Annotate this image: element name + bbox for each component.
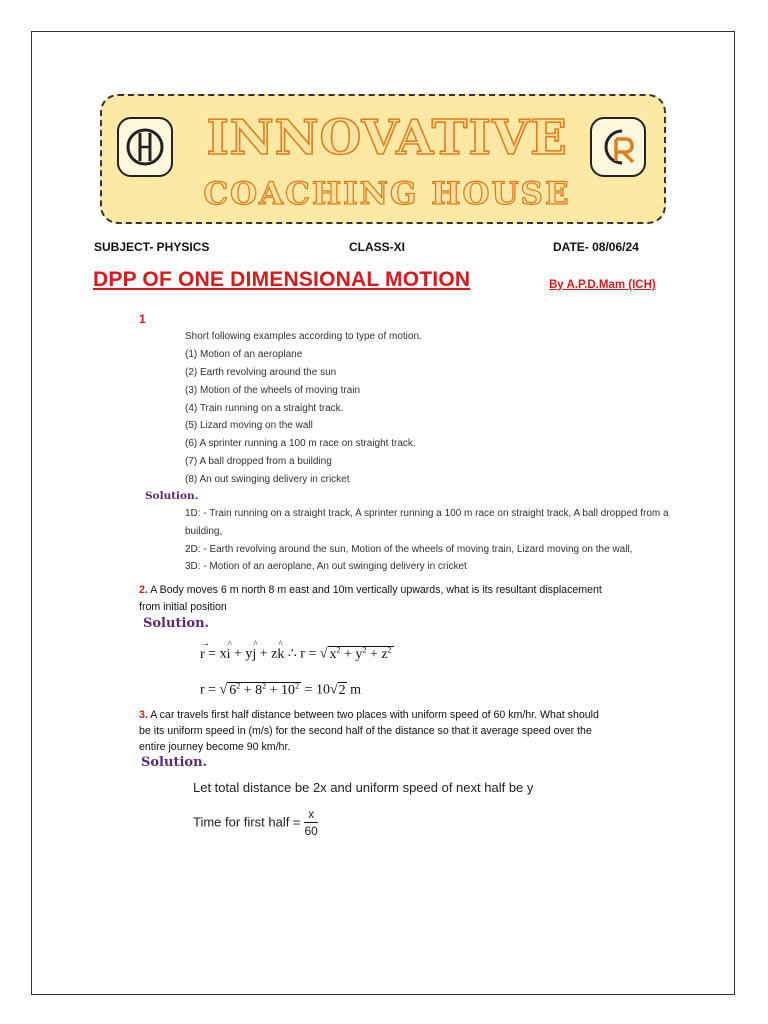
- monogram-logo-icon: [590, 117, 646, 177]
- solution-3-text: Time for first half =: [193, 814, 301, 830]
- banner-subtitle: COACHING HOUSE: [203, 176, 571, 212]
- question-2-text: A Body moves 6 m north 8 m east and 10m vertically upwards, what is its resultant displacement: [150, 584, 602, 596]
- page-title: DPP OF ONE DIMENSIONAL MOTION: [93, 268, 471, 291]
- list-item: (3) Motion of the wheels of moving train: [185, 385, 361, 396]
- question-3-line: entire journey become 90 km/hr.: [139, 741, 291, 753]
- question-1-prompt: Short following examples according to type of motion.: [185, 331, 422, 342]
- class-label: CLASS-XI: [349, 240, 406, 254]
- question-3-line: [139, 709, 599, 721]
- question-1-number: 1: [139, 312, 146, 326]
- equation-position-vector: r → = x^ i + y^ j + z^ k ∴ r = √ $x^2 + y^2 + z^2$: [200, 645, 394, 663]
- subject-label: SUBJECT- PHYSICS: [94, 240, 210, 254]
- question-3-number: 3.: [139, 709, 148, 721]
- list-item: (8) An out swinging delivery in cricket: [185, 474, 350, 485]
- author-label: By A.P.D.Mam (ICH): [549, 279, 656, 291]
- list-item: (2) Earth revolving around the sun: [185, 367, 337, 378]
- question-2-number: 2.: [139, 584, 148, 596]
- question-2-line: [139, 584, 602, 596]
- list-item: (7) A ball dropped from a building: [185, 456, 332, 467]
- solution-3-label: Solution.: [141, 755, 208, 770]
- date-label: DATE- 08/06/24: [553, 240, 639, 254]
- banner-title: INNOVATIVE: [206, 110, 568, 166]
- ich-logo-icon: [117, 117, 173, 177]
- list-item: (4) Train running on a straight track.: [185, 403, 344, 414]
- equation-displacement: r = √ $6^2 + 8^2 + 10^2 = 10√2$ m: [200, 681, 362, 698]
- solution-1-line: 3D: - Motion of an aeroplane, An out swinging delivery in cricket: [185, 561, 467, 572]
- list-item: (1) Motion of an aeroplane: [185, 349, 303, 360]
- list-item: (6) A sprinter running a 100 m race on straight track.: [185, 438, 416, 449]
- fraction-numerator: x: [304, 807, 318, 823]
- header-banner: [100, 94, 666, 224]
- solution-2-label: Solution.: [143, 616, 210, 631]
- solution-3-line: Let total distance be 2x and uniform speed of next half be y: [193, 780, 534, 795]
- fraction-denominator: 60: [304, 824, 318, 838]
- question-3-line: be its uniform speed in (m/s) for the second half of the distance so that it average speed over the: [139, 725, 592, 737]
- solution-1-label: Solution.: [145, 490, 199, 502]
- question-3-text: A car travels first half distance between two places with uniform speed of 60 km/hr. What should: [150, 709, 599, 721]
- solution-3-line: [193, 807, 318, 839]
- fraction: [304, 807, 318, 839]
- question-2-line: from initial position: [139, 601, 227, 613]
- list-item: (5) Lizard moving on the wall: [185, 420, 313, 431]
- solution-1-line: 1D: - Train running on a straight track, A sprinter running a 100 m race on straight track, A ball dropped from a: [185, 508, 669, 519]
- solution-1-line: 2D: - Earth revolving around the sun, Motion of the wheels of moving train, Lizard moving on the wall,: [185, 544, 633, 555]
- solution-1-line: building,: [185, 526, 223, 537]
